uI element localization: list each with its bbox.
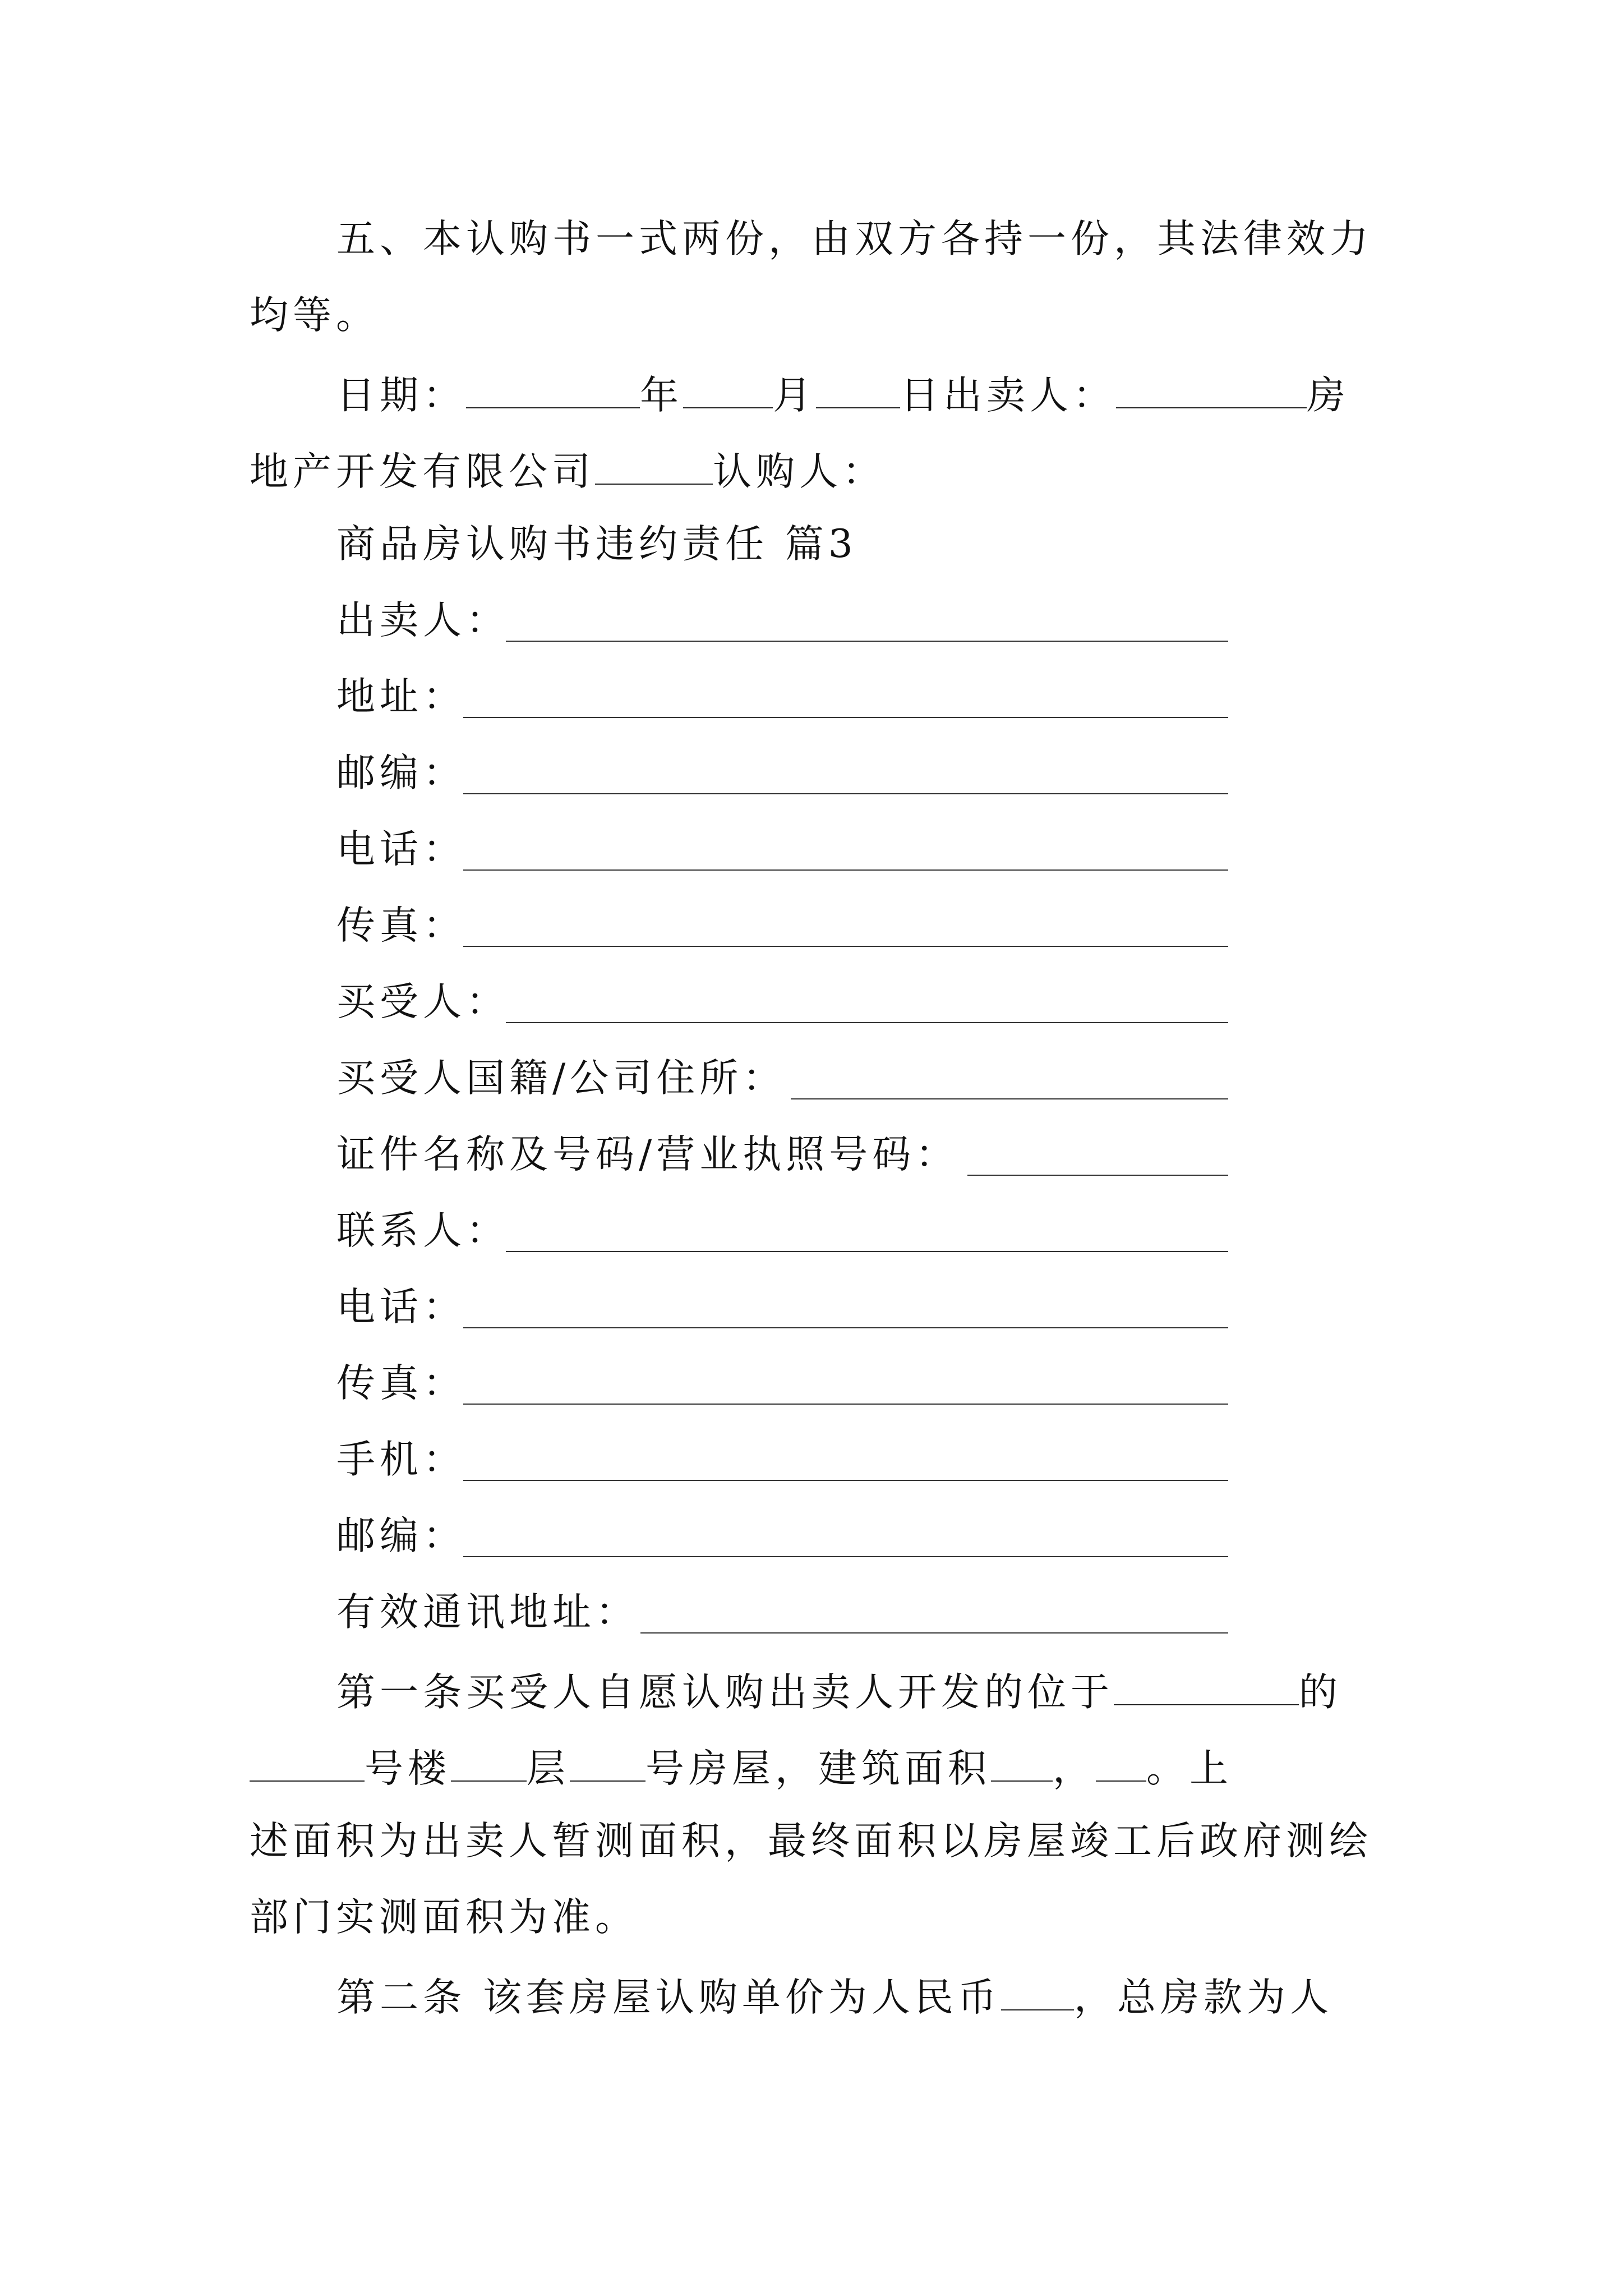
field-fax-blank[interactable] [463,946,1228,947]
paragraph-5-line-2: 均等。 [250,293,379,338]
article-1-text-a: 第一条买受人自愿认购出卖人开发的位于 [336,1670,1114,1715]
field-fax-2-blank[interactable] [463,1404,1228,1405]
field-phone-2: 电话： [336,1285,466,1329]
field-buyer: 买受人： [336,979,509,1024]
field-buyer-blank[interactable] [506,1022,1228,1023]
section-title: 商品房认购书违约责任 篇3 [336,522,857,567]
field-fax-2: 传真： [336,1361,466,1406]
article-2-text-a: 第二条 该套房屋认购单价为人民币 [336,1975,1001,2020]
field-mailing-address: 有效通讯地址： [336,1590,639,1635]
field-contact: 联系人： [336,1208,509,1253]
building-label: 号楼 [365,1746,451,1791]
area-unit-blank[interactable] [1096,1746,1146,1782]
field-postcode-blank[interactable] [463,793,1228,794]
field-id-number-blank[interactable] [967,1175,1228,1176]
location-blank[interactable] [1114,1669,1299,1705]
field-fax: 传真： [336,903,466,948]
day-blank[interactable] [816,372,900,408]
room-label: 号房屋，建筑面积 [645,1746,991,1791]
paragraph-5-line-1: 五、本认购书一式两份，由双方各持一份，其法律效力 [336,217,1373,261]
field-address-blank[interactable] [463,717,1228,718]
floor-blank[interactable] [451,1746,527,1782]
seller-blank[interactable] [1116,372,1307,408]
field-phone-2-blank[interactable] [463,1327,1228,1328]
field-seller: 出卖人： [336,598,509,643]
article-1-line-2 [250,1746,1233,1791]
comma-label: ， [1053,1746,1096,1791]
field-mobile: 手机： [336,1437,466,1482]
room-no-blank[interactable] [570,1746,645,1782]
field-contact-blank[interactable] [506,1251,1228,1252]
date-label: 日期： [336,373,466,418]
buyer-label: 认购人： [713,449,886,494]
year-blank[interactable] [466,372,640,408]
month-blank[interactable] [683,372,773,408]
field-mobile-blank[interactable] [463,1480,1228,1481]
article-2-text-b: ，总房款为人 [1073,1975,1333,2020]
company-line [250,449,886,494]
field-postcode-2-blank[interactable] [463,1556,1228,1557]
field-postcode: 邮编： [336,751,466,795]
field-postcode-2: 邮编： [336,1513,466,1558]
field-buyer-nationality: 买受人国籍/公司住所： [336,1056,786,1101]
company-blank[interactable] [595,449,713,485]
company-label: 地产开发有限公司 [250,449,595,494]
article-1-line-3: 述面积为出卖人暂测面积，最终面积以房屋竣工后政府测绘 [250,1819,1372,1864]
fang-label: 房 [1307,373,1350,418]
field-mailing-address-blank[interactable] [640,1632,1228,1634]
date-line [336,372,1350,418]
field-phone-blank[interactable] [463,869,1228,871]
unit-price-blank[interactable] [1001,1975,1074,2010]
day-seller-label: 日出卖人： [900,373,1116,418]
field-phone: 电话： [336,827,466,872]
area-tail-label: 。上 [1146,1746,1233,1791]
article-1-line-4: 部门实测面积为准。 [250,1895,638,1940]
building-no-blank[interactable] [250,1746,365,1782]
floor-label: 层 [527,1746,570,1791]
article-1-line-1 [336,1669,1342,1715]
field-address: 地址： [336,674,466,719]
article-2-line-1 [336,1975,1333,2020]
area-blank[interactable] [991,1746,1053,1782]
month-label: 月 [773,373,816,418]
field-buyer-nationality-blank[interactable] [791,1098,1228,1099]
field-id-number: 证件名称及号码/营业执照号码： [336,1132,959,1177]
field-seller-blank[interactable] [506,641,1228,642]
article-1-text-b: 的 [1299,1670,1342,1715]
year-label: 年 [640,373,683,418]
